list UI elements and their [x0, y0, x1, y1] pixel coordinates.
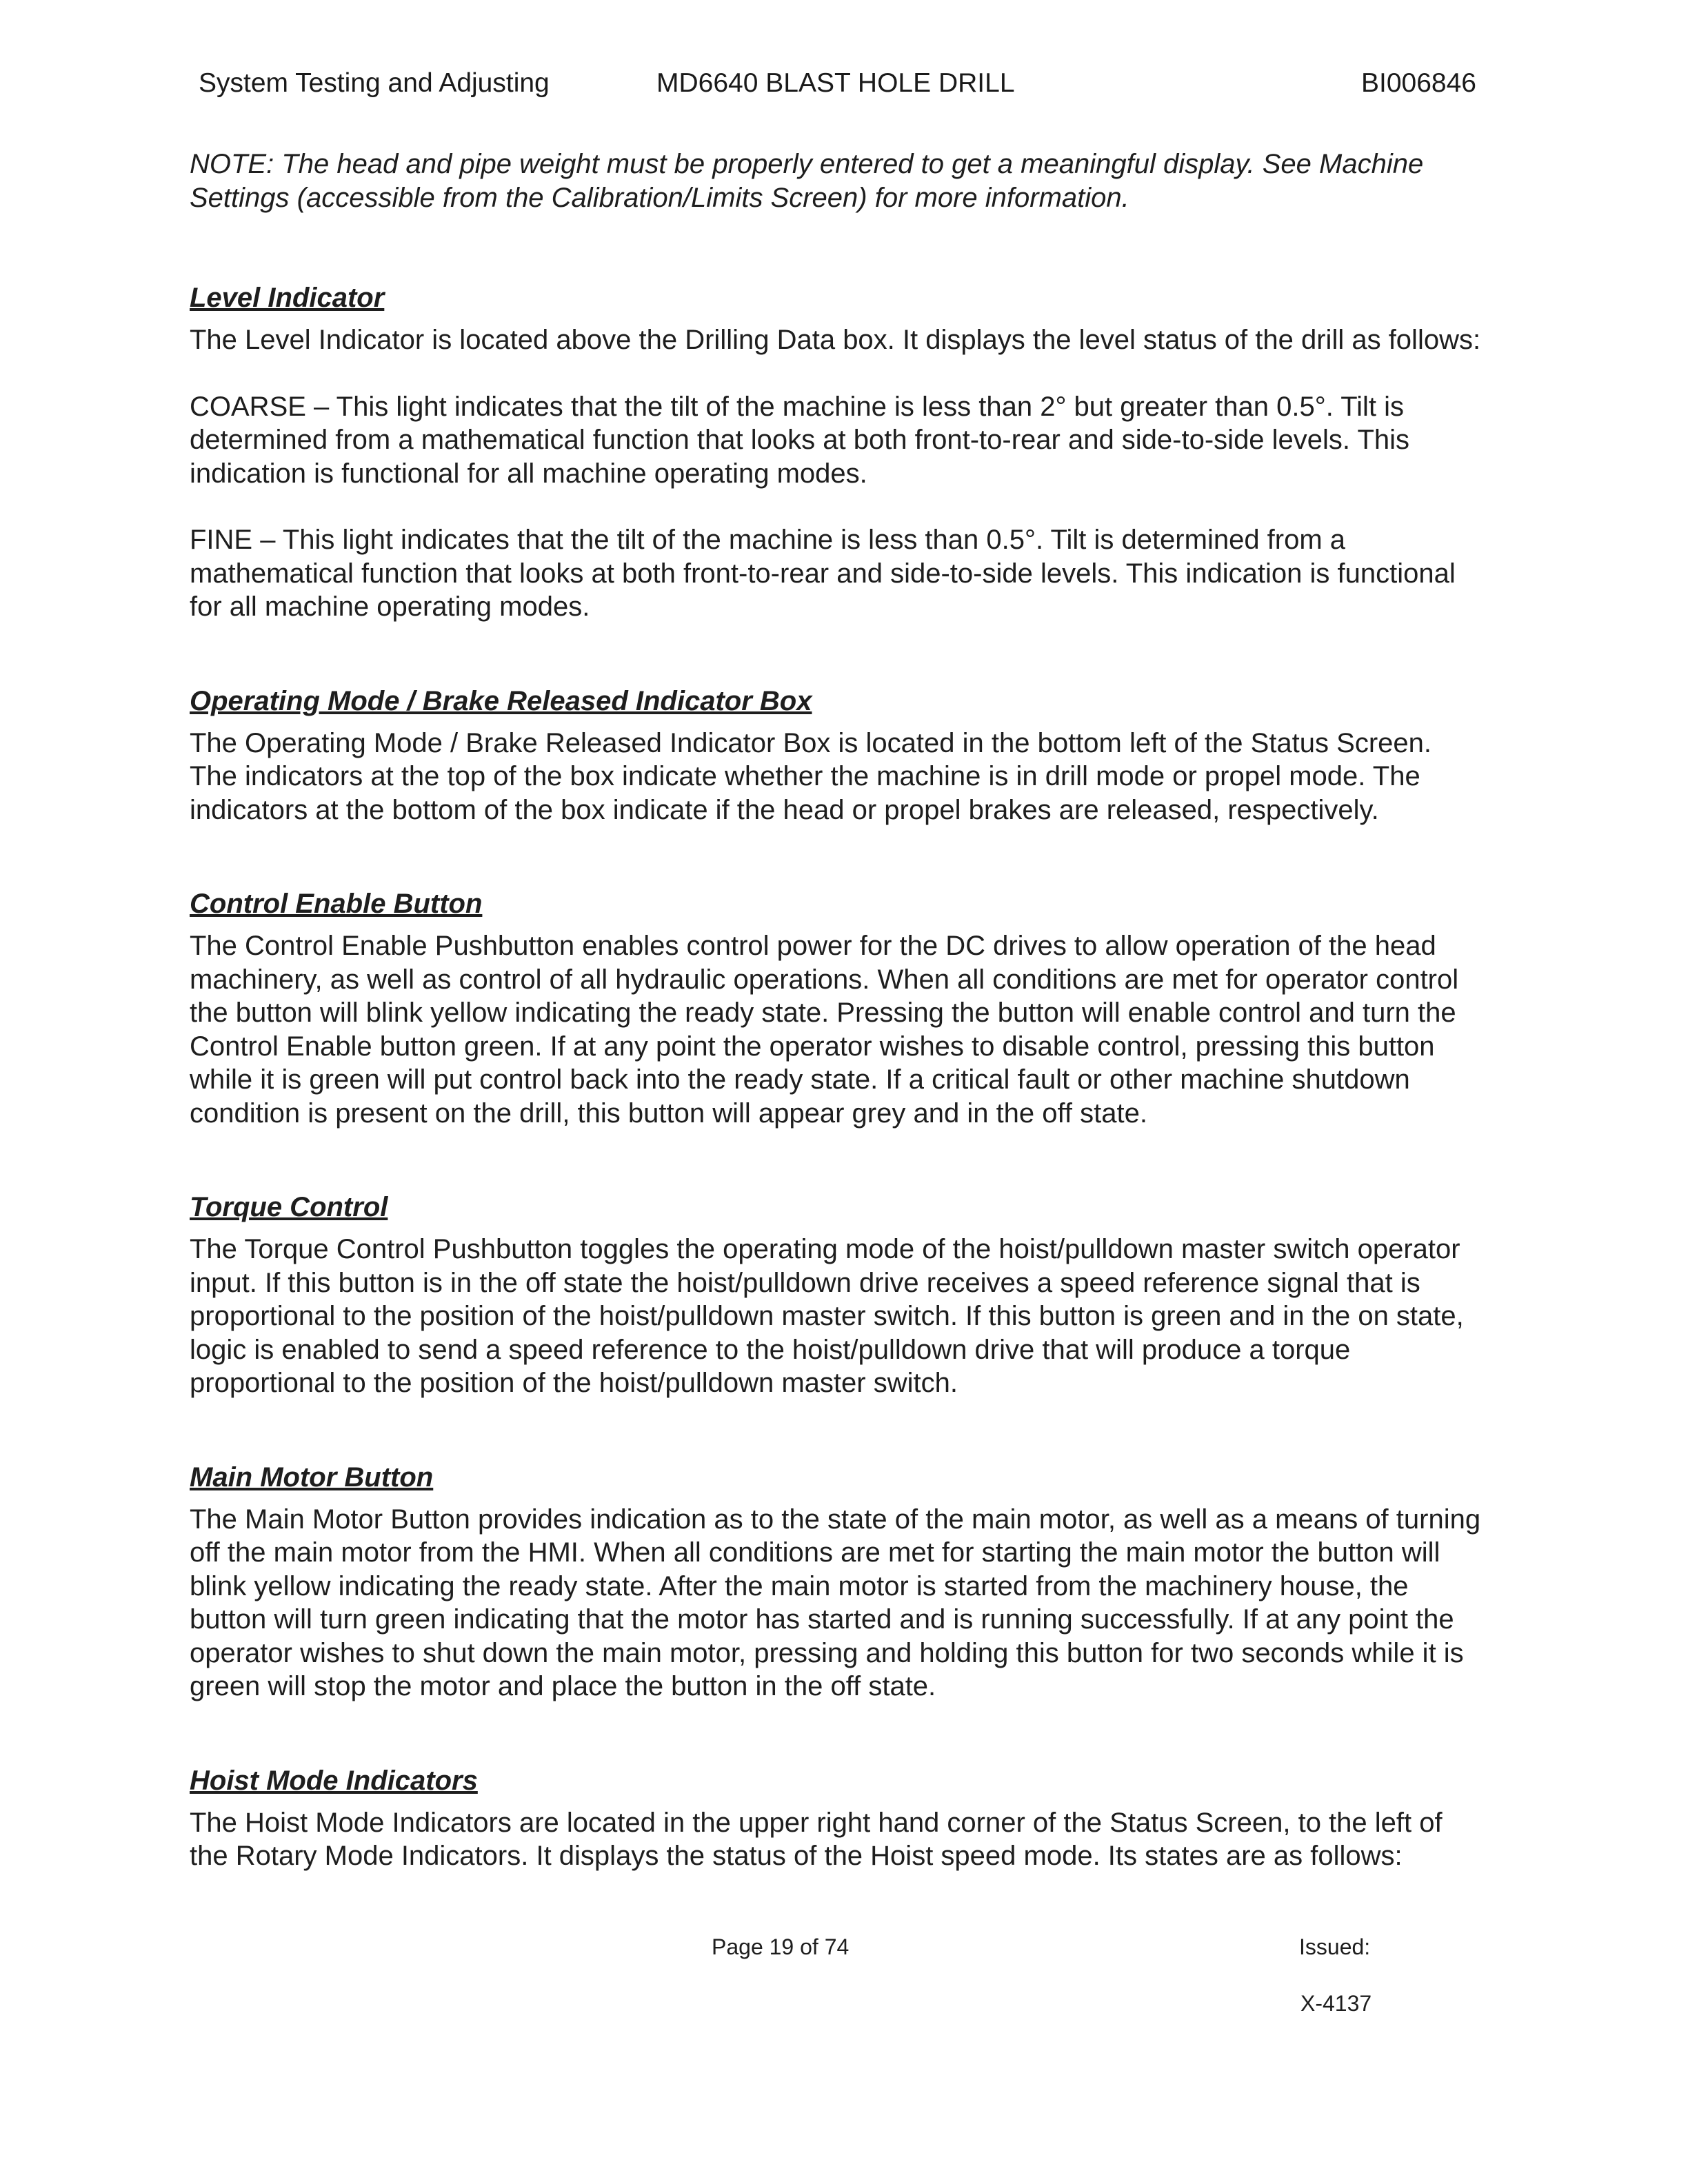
section-paragraph: The Operating Mode / Brake Released Indicator Box is located in the bottom left of the Status Screen. The indicators at the top of the box indicate whether the machine is in drill mode or propel mode. The indicators at the bottom of the box indicate if the head or propel brakes are released, respectively.: [190, 727, 1431, 825]
section-heading: Main Motor Button: [190, 1462, 434, 1493]
section-paragraph: FINE – This light indicates that the tilt of the machine is less than 0.5°. Tilt is determined from a mathematical function that looks at both front-to-rear and side-to-side levels. This indication is functional for all machine operating modes.: [190, 525, 1456, 622]
section-paragraph: The Level Indicator is located above the Drilling Data box. It displays the level status of the drill as follows:: [190, 325, 1481, 355]
footer-issued-label: Issued:: [1299, 1934, 1371, 1959]
section-heading: Level Indicator: [190, 283, 385, 313]
section-paragraph: The Torque Control Pushbutton toggles the operating mode of the hoist/pulldown master switch operator input. If this button is in the off state the hoist/pulldown drive receives a speed reference signal that is proportional to the position of the hoist/pulldown master switch. If this button is green and in the on state, logic is enabled to send a speed reference to the hoist/pulldown drive that will produce a torque proportional to the position of the hoist/pulldown master switch.: [190, 1234, 1464, 1398]
section-heading: Control Enable Button: [190, 889, 483, 919]
section-paragraph: The Control Enable Pushbutton enables control power for the DC drives to allow operation of the head machinery, as well as control of all hydraulic operations. When all conditions are met for operator control the button will blink yellow indicating the ready state. Pressing the button will enable control and turn the Control Enable button green. If at any point the operator wishes to disable control, pressing this button while it is green will put control back into the ready state. If a critical fault or other machine shutdown condition is present on the drill, this button will appear grey and in the off state.: [190, 931, 1459, 1129]
footer-page-number: Page 19 of 74: [712, 1934, 850, 1959]
section-operating-mode-indicator-box: [190, 685, 1486, 827]
section-paragraph: The Hoist Mode Indicators are located in the upper right hand corner of the Status Screen, to the left of the Rotary Mode Indicators. It displays the status of the Hoist speed mode. Its states are as follows:: [190, 1807, 1443, 1871]
section-hoist-mode-indicators: [190, 1764, 1486, 1873]
page-body: [190, 148, 1486, 1873]
section-torque-control: [190, 1191, 1486, 1400]
section-paragraph: COARSE – This light indicates that the tilt of the machine is less than 2° but greater than 0.5°. Tilt is determined from a mathematical function that looks at both front-to-rear and side-to-side levels. This indication is functional for all machine operating modes.: [190, 391, 1410, 489]
header-machine-title: MD6640 BLAST HOLE DRILL: [656, 68, 1015, 98]
section-heading: Operating Mode / Brake Released Indicator Box: [190, 685, 812, 716]
section-heading: Torque Control: [190, 1192, 388, 1222]
section-main-motor-button: [190, 1461, 1486, 1703]
weight-note: NOTE: The head and pipe weight must be properly entered to get a meaningful display. See Machine Settings (accessible from the Calibration/Limits Screen) for more information.: [190, 149, 1424, 213]
footer-form-code: X-4137: [1300, 1991, 1372, 2016]
header-document-section: System Testing and Adjusting: [199, 68, 550, 98]
section-heading: Hoist Mode Indicators: [190, 1765, 478, 1796]
section-paragraph: The Main Motor Button provides indication as to the state of the main motor, as well as a means of turning off the main motor from the HMI. When all conditions are met for starting the main motor the button will blink yellow indicating the ready state. After the main motor is started from the machinery house, the button will turn green indicating that the motor has started and is running successfully. If at any point the operator wishes to shut down the main motor, pressing and holding this button for two seconds while it is green will stop the motor and place the button in the off state.: [190, 1504, 1481, 1701]
header-document-id: BI006846: [1361, 68, 1476, 98]
section-control-enable-button: [190, 887, 1486, 1130]
section-level-indicator: [190, 281, 1486, 624]
